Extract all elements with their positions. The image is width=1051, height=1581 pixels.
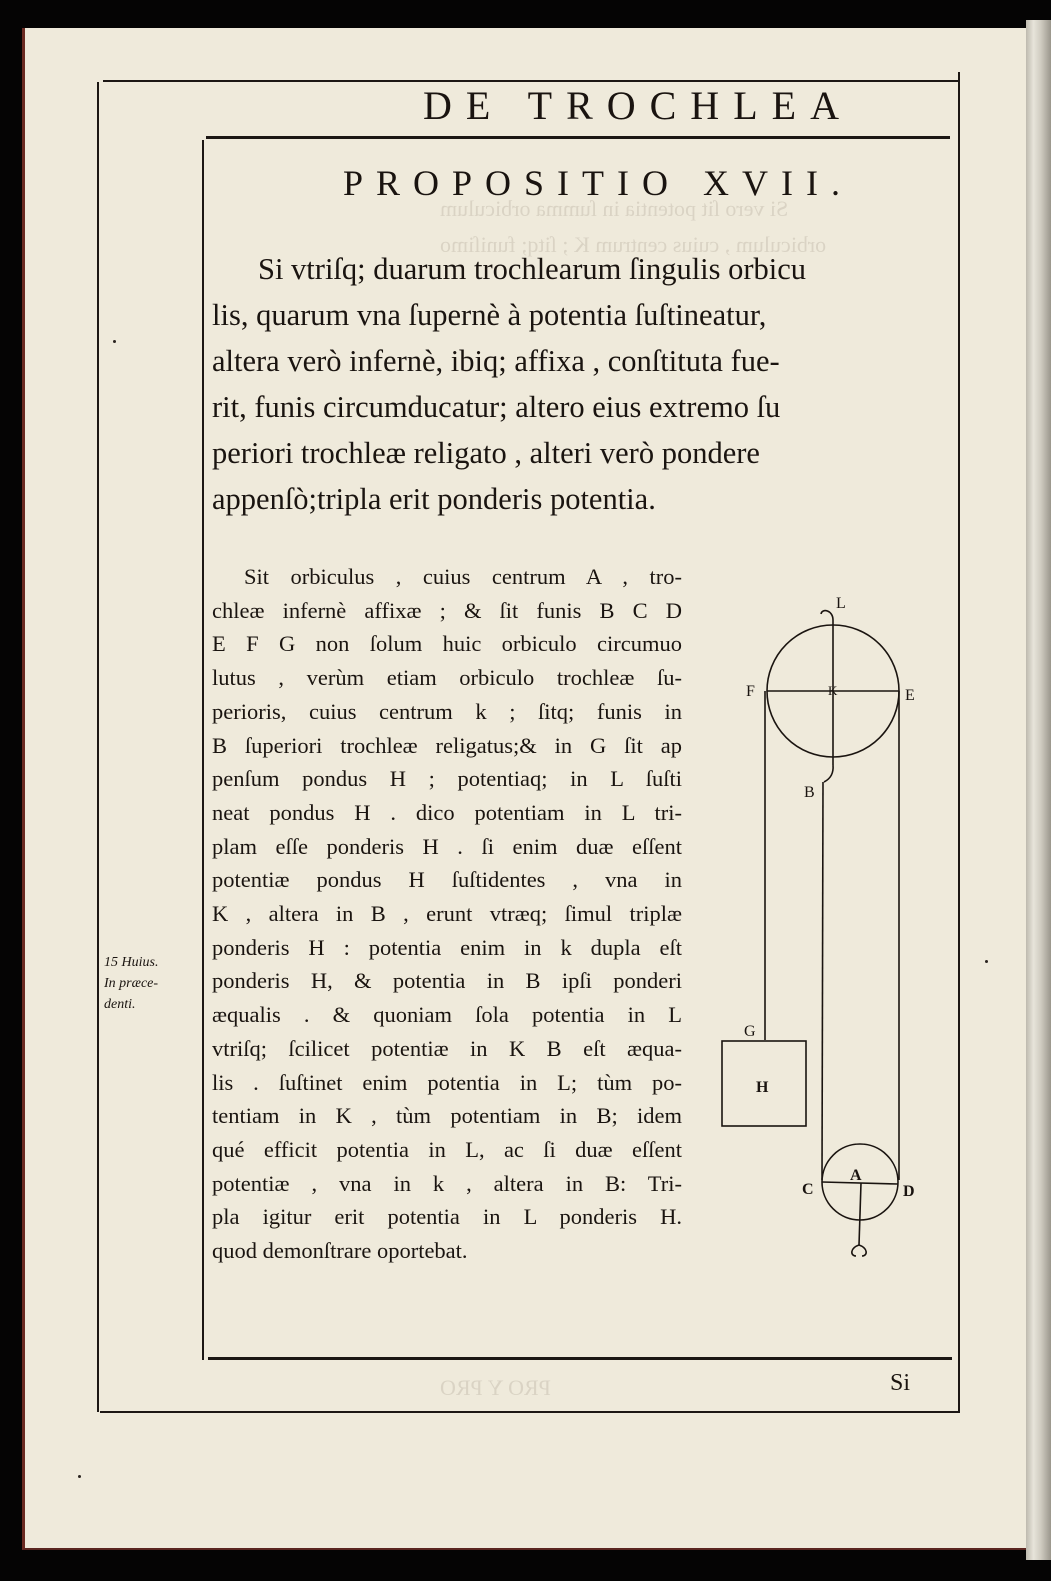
- proof-line: lis . ſuſtinet enim potentia in L; tùm po-: [212, 1069, 682, 1095]
- label-E: E: [905, 687, 915, 704]
- proof-line: perioris, cuius centrum k ; ſitq; funis in: [212, 698, 682, 724]
- label-B: B: [804, 784, 815, 801]
- ink-spot: [113, 340, 116, 343]
- margin-note-line: 15 Huius.: [104, 955, 159, 970]
- lower-hook-icon: [824, 765, 833, 782]
- proof-line: ponderis H : potentia enim in k dupla eſt: [212, 934, 682, 960]
- proof-line: pla igitur erit potentia in L ponderis H.: [212, 1204, 682, 1230]
- margin-note-line: denti.: [104, 997, 136, 1012]
- enunciation-line: lis, quarum vna ſupernè à potentia ſuſtineatur,: [212, 298, 767, 332]
- anchor-hook-icon: [852, 1245, 866, 1256]
- proof-line: E F G non ſolum huic orbiculo circumuo: [212, 631, 682, 657]
- enunciation: [212, 246, 954, 522]
- margin-note: [104, 952, 194, 1015]
- page-edge: [1026, 20, 1051, 1560]
- label-C: C: [802, 1181, 814, 1198]
- enunciation-line: rit, funis circumducatur; altero eius extremo ſu: [212, 390, 781, 424]
- catchword: Si: [890, 1370, 911, 1396]
- enunciation-line: Si vtriſq; duarum trochlearum ſingulis orbicu: [258, 252, 807, 286]
- text-column-rule: [202, 140, 204, 1360]
- lower-pulley-axis: [859, 1183, 861, 1245]
- enunciation-line: periori trochleæ religato , alteri verò pondere: [212, 436, 760, 470]
- label-D: D: [903, 1183, 915, 1200]
- proof-line: chleæ infernè affixæ ; & ſit funis B C D: [212, 597, 682, 623]
- proof-line: quod demonſtrare oportebat.: [212, 1238, 468, 1264]
- proof-text: [212, 560, 682, 1268]
- proof-line: K , altera in B , erunt vtræq; ſimul triplæ: [212, 901, 682, 927]
- upper-hook-icon: [821, 611, 833, 620]
- proof-line: neat pondus H . dico potentiam in L tri-: [212, 799, 682, 825]
- proof-line: æqualis . & quoniam ſola potentia in L: [212, 1002, 682, 1028]
- label-A: A: [850, 1167, 862, 1184]
- pulley-diagram-svg: [700, 580, 960, 1280]
- ink-spot: [985, 960, 988, 963]
- proof-line: penſum pondus H ; potentiaq; in L ſuſti: [212, 766, 682, 792]
- ink-spot: [78, 1475, 81, 1478]
- proof-line: ponderis H, & potentia in B ipſi ponderi: [212, 968, 682, 994]
- proof-line: potentiæ , vna in k , altera in B: Tri-: [212, 1170, 682, 1196]
- running-head: DE TROCHLEA: [423, 83, 853, 128]
- label-G: G: [744, 1023, 756, 1040]
- label-K: K: [828, 683, 838, 698]
- enunciation-line: altera verò infernè, ibiq; affixa , conſtituta fue-: [212, 344, 780, 378]
- proof-line: plam eſſe ponderis H . ſi enim duæ eſſent: [212, 833, 682, 859]
- proof-line: vtriſq; ſcilicet potentiæ in K B eſt æqua-: [212, 1035, 682, 1061]
- proof-line: B ſuperiori trochleæ religatus;& in G ſit ap: [212, 732, 682, 758]
- enunciation-line: appenſò;tripla erit ponderis potentia.: [212, 482, 656, 516]
- label-H: H: [756, 1079, 769, 1096]
- label-F: F: [746, 683, 755, 700]
- proof-line: Sit orbiculus , cuius centrum A , tro-: [244, 564, 682, 589]
- proof-line: lutus , verùm etiam orbiculo trochleæ ſu-: [212, 665, 682, 691]
- pulley-diagram: [700, 580, 960, 1280]
- label-L: L: [836, 595, 846, 612]
- frame-left-rule: [97, 82, 99, 1412]
- rope-B-C: [822, 782, 823, 1180]
- frame-bottom-rule: [100, 1411, 960, 1413]
- proof-line: qué efficit potentia in L, ac ſi duæ eſſent: [212, 1136, 682, 1162]
- proposition-title: PROPOSITIO XVII.: [342, 163, 853, 203]
- footer-rule: [208, 1357, 952, 1360]
- margin-note-line: In præce-: [104, 976, 159, 991]
- header-rule: [206, 136, 950, 139]
- proof-line: potentiæ pondus H ſuſtidentes , vna in: [212, 867, 682, 893]
- proof-line: tentiam in K , tùm potentiam in B; idem: [212, 1103, 682, 1129]
